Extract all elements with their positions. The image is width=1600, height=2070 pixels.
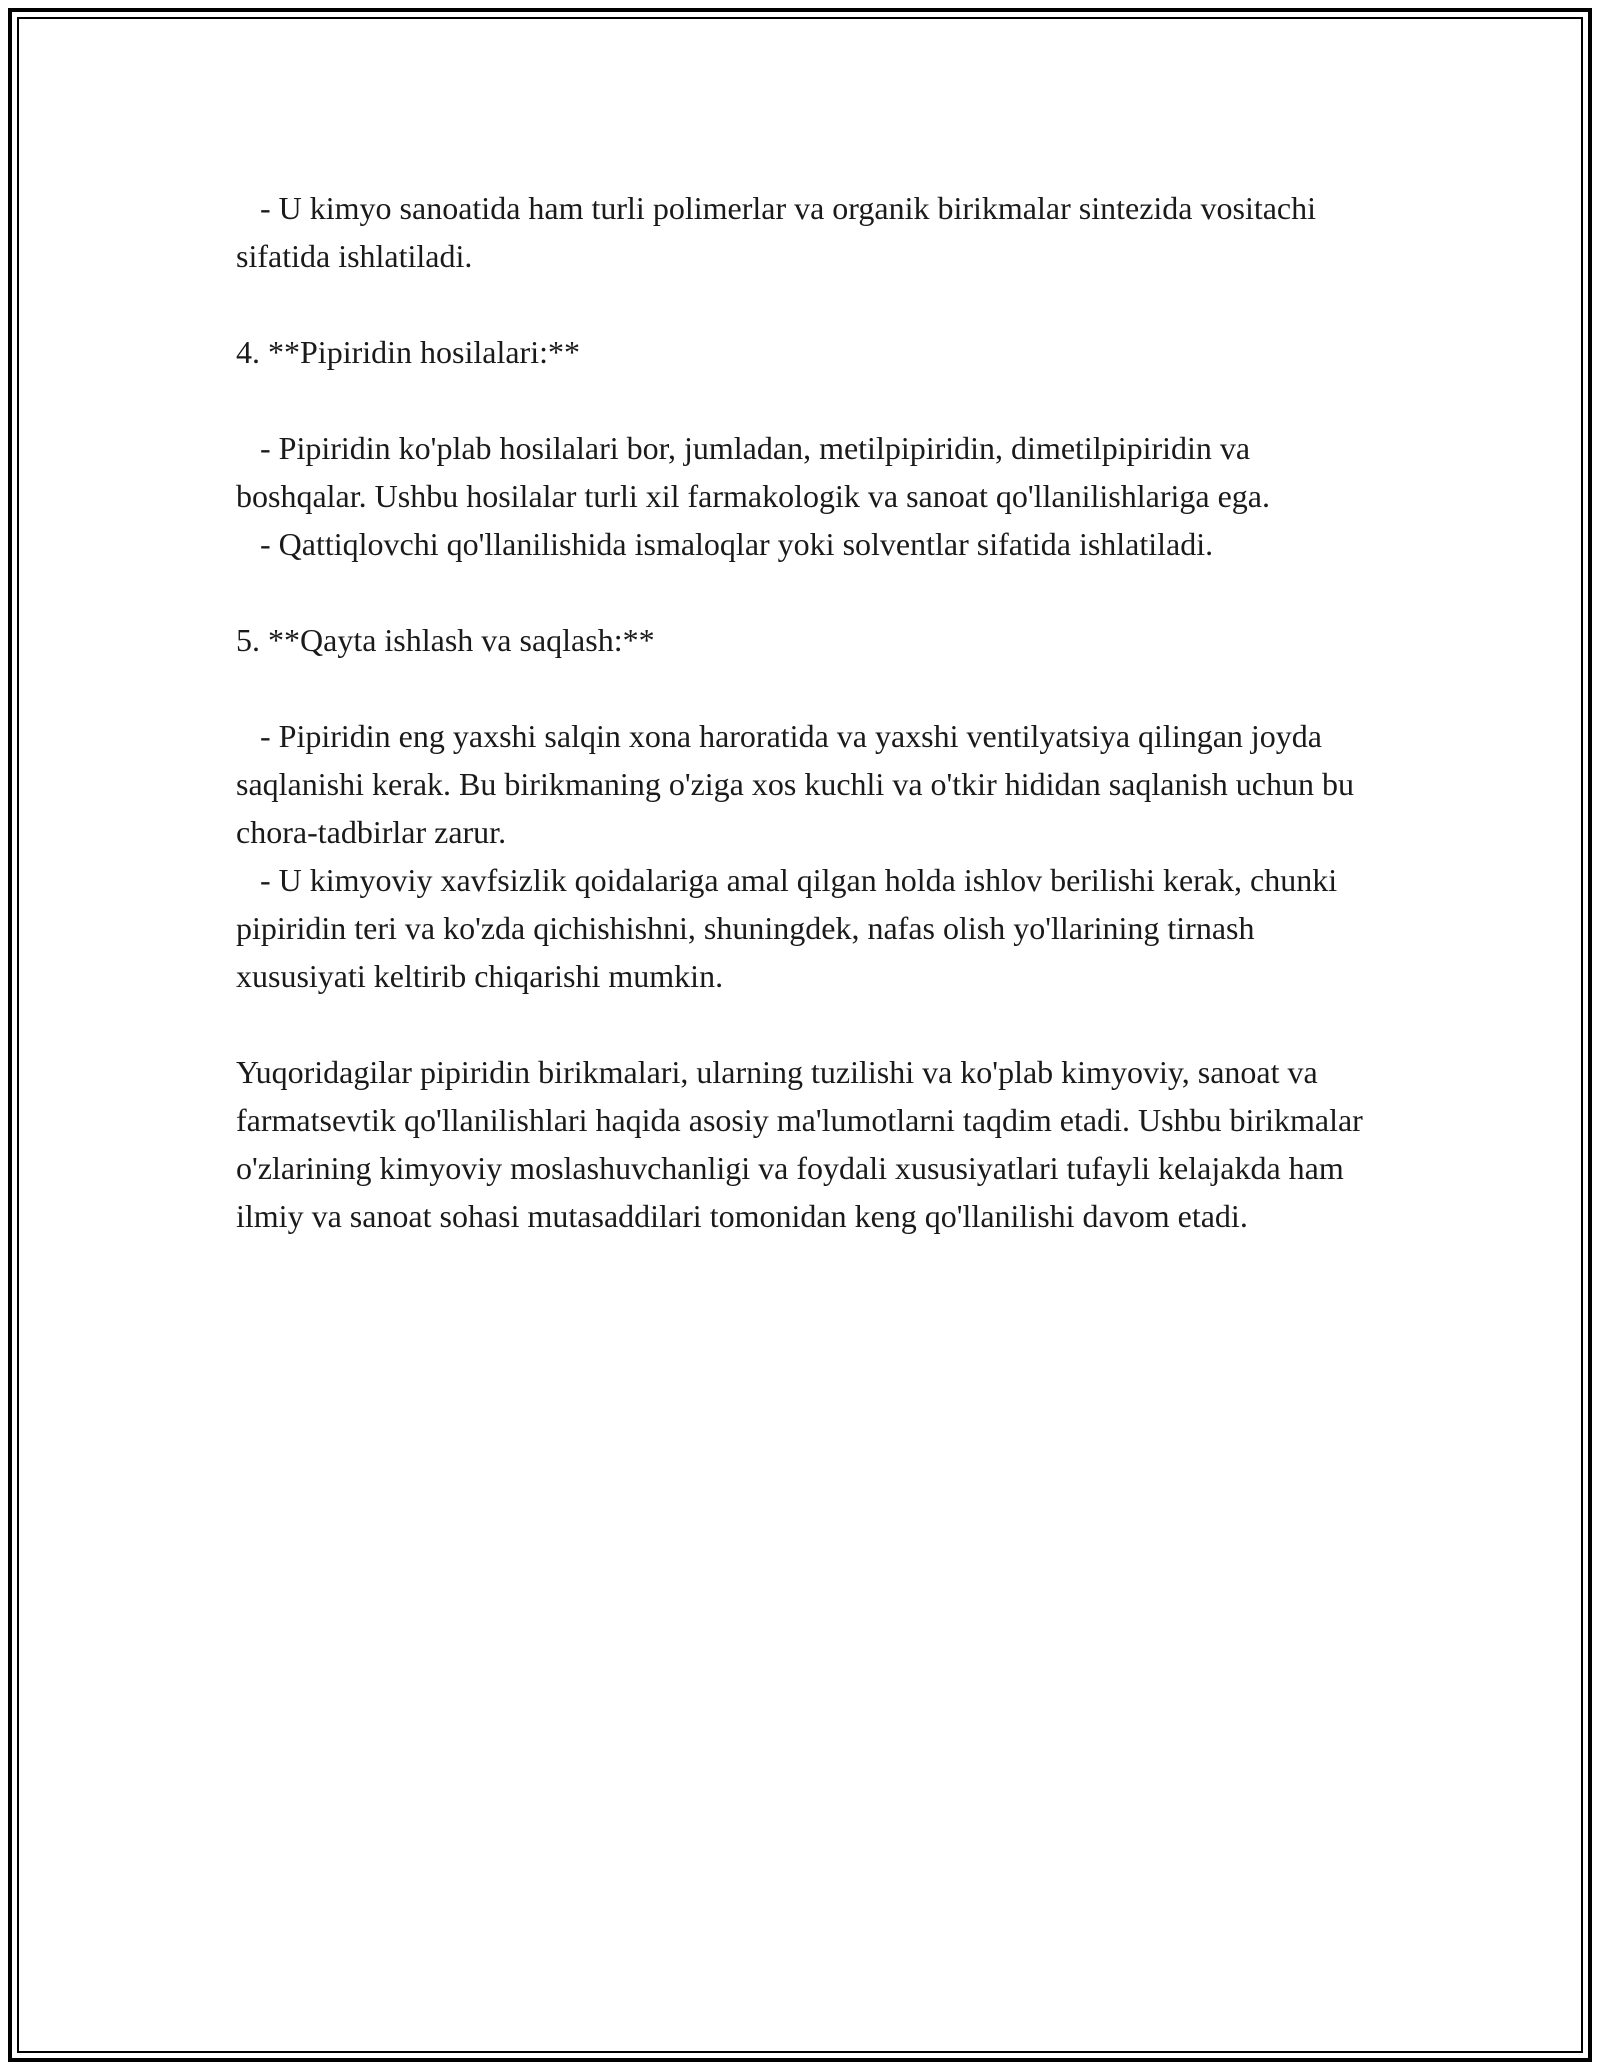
paragraph-safety: - U kimyoviy xavfsizlik qoidalariga amal qilgan holda ishlov berilishi kerak, chunki pipiridin teri va ko'zda qichishishni, shuningdek, nafas olish yo'llarining tirnash xususiyati keltirib chiqarishi mumkin.	[236, 862, 1346, 994]
paragraph-derivatives: - Pipiridin ko'plab hosilalari bor, jumladan, metilpipiridin, dimetilpipiridin va boshqalar. Ushbu hosilalar turli xil farmakologik va sanoat qo'llanilishlariga ega.	[236, 430, 1270, 514]
document-body	[236, 184, 1371, 1240]
paragraph-polymer-synthesis: - U kimyo sanoatida ham turli polimerlar va organik birikmalar sintezida vositachi sifatida ishlatiladi.	[236, 190, 1325, 274]
heading-derivatives: 4. **Pipiridin hosilalari:**	[236, 334, 580, 370]
spacer	[236, 376, 1366, 424]
spacer	[236, 1000, 1366, 1048]
spacer	[236, 280, 1366, 328]
heading-storage: 5. **Qayta ishlash va saqlash:**	[236, 622, 655, 658]
paragraph-conclusion: Yuqoridagilar pipiridin birikmalari, ularning tuzilishi va ko'plab kimyoviy, sanoat va farmatsevtik qo'llanilishlari haqida asosiy ma'lumotlarni taqdim etadi. Ushbu birikmalar o'zlarining kimyoviy moslashuvchanligi va foydali xususiyatlari tufayli kelajakda ham ilmiy va sanoat sohasi mutasaddilari tomonidan keng qo'llanilishi davom etadi.	[236, 1054, 1371, 1234]
spacer	[236, 664, 1366, 712]
paragraph-hardener-use: - Qattiqlovchi qo'llanilishida ismaloqlar yoki solventlar sifatida ishlatiladi.	[236, 526, 1214, 562]
spacer	[236, 568, 1366, 616]
paragraph-storage: - Pipiridin eng yaxshi salqin xona haroratida va yaxshi ventilyatsiya qilingan joyda saqlanishi kerak. Bu birikmaning o'ziga xos kuchli va o'tkir hididan saqlanish uchun bu chora-tadbirlar zarur.	[236, 718, 1362, 850]
